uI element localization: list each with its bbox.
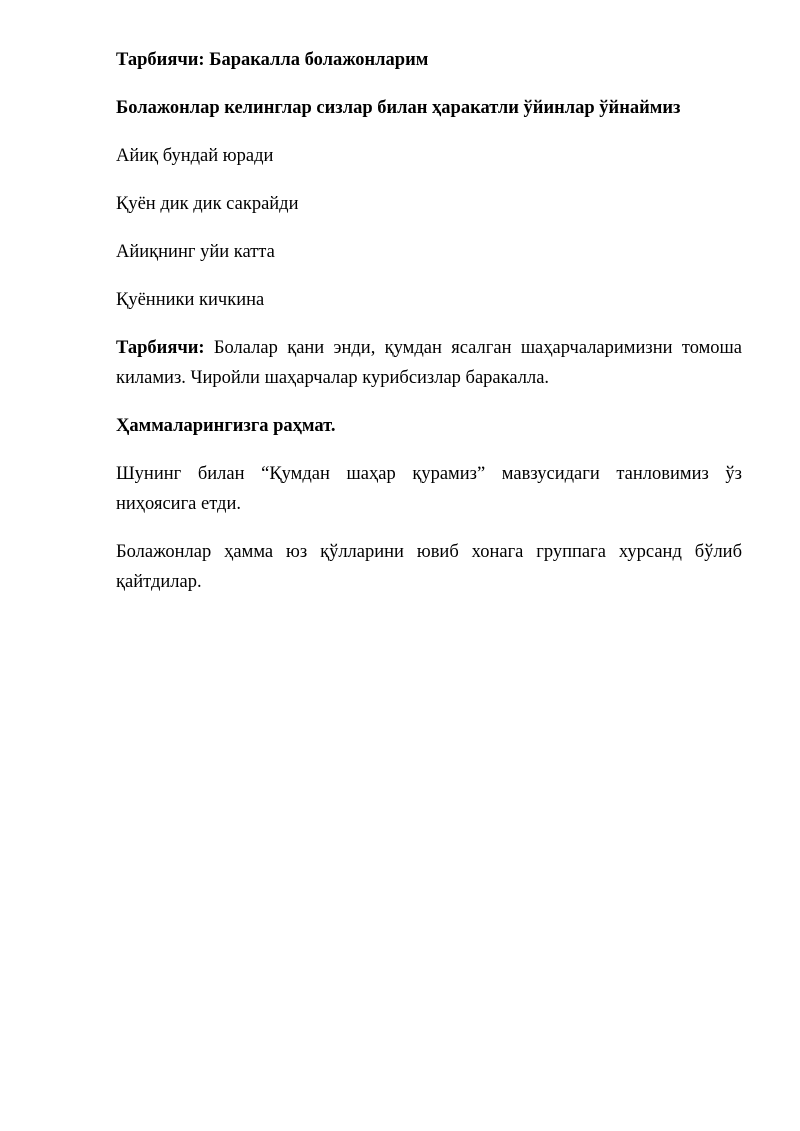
thanks-line: Ҳаммаларингизга раҳмат.	[116, 416, 336, 436]
contest-end-paragraph: Шунинг билан “Қумдан шаҳар қурамиз” мавзусидаги танловимиз ўз ниҳоясига етди.	[116, 464, 742, 514]
bear-walk-line: Айиқ бундай юради	[116, 146, 274, 166]
teacher-sand-towns-paragraph	[116, 333, 742, 393]
sand-towns-text: Болалар қани энди, қумдан ясалган шаҳарчаларимизни томоша киламиз. Чиройли шаҳарчалар курибсизлар баракалла.	[116, 338, 742, 388]
bear-house-line: Айиқнинг уйи катта	[116, 242, 275, 262]
document-body	[116, 45, 742, 615]
rabbit-jump-line: Қуён дик дик сакрайди	[116, 194, 299, 214]
return-to-group-paragraph: Болажонлар ҳамма юз қўлларини ювиб хонага группага хурсанд бўлиб қайтдилар.	[116, 542, 742, 592]
teacher-label: Тарбиячи:	[116, 338, 205, 358]
games-invitation-line: Болажонлар келинглар сизлар билан ҳаракатли ўйинлар ўйнаймиз	[116, 98, 681, 118]
teacher-praise-line: Тарбиячи: Баракалла болажонларим	[116, 50, 429, 70]
rabbit-house-line: Қуённики кичкина	[116, 290, 265, 310]
